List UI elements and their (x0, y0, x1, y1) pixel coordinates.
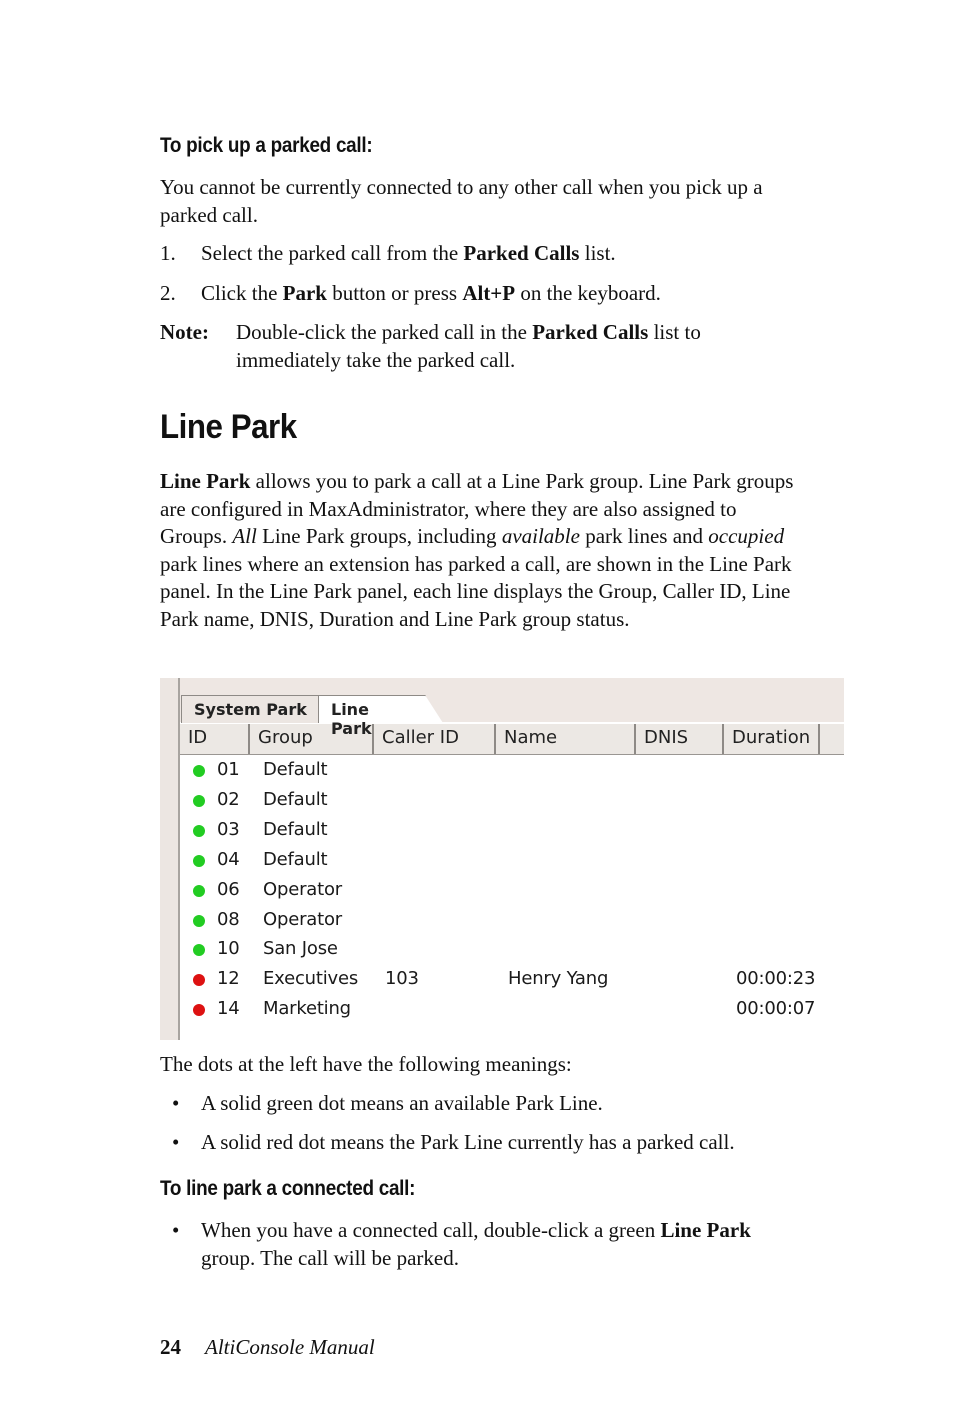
para-line2: are configured in MaxAdministrator, where they are also assigned to (160, 496, 737, 521)
tab-line-park[interactable]: Line Park (318, 695, 426, 723)
section-heading-connected: To line park a connected call: (160, 1177, 416, 1200)
red-status-dot-icon (193, 1004, 205, 1016)
bullet-glyph: • (172, 1218, 180, 1242)
para-italic-all: All (232, 524, 257, 548)
column-header-id[interactable]: ID (180, 724, 250, 754)
section-title-line-park: Line Park (160, 408, 297, 446)
step-number: 1. (160, 241, 176, 265)
cell-id: 12 (217, 968, 240, 990)
column-header-caller-id[interactable]: Caller ID (374, 724, 496, 754)
step-1-text: Select the parked call from the (201, 241, 464, 265)
panel-left-border (160, 678, 180, 1040)
green-status-dot-icon (193, 825, 205, 837)
note-label: Note: (160, 320, 209, 344)
cell-group: Default (263, 788, 328, 810)
connected-bullet-line2: group. The call will be parked. (201, 1245, 459, 1270)
para-line4: park lines where an extension has parked a call, are shown in the Line Park (160, 551, 792, 576)
para-bold-term: Line Park (160, 469, 251, 493)
page-number: 24 (160, 1335, 181, 1359)
cell-id: 02 (217, 788, 240, 810)
green-status-dot-icon (193, 855, 205, 867)
step-2-bold-shortcut: Alt+P (462, 281, 516, 305)
cell-id: 01 (217, 759, 240, 780)
step-2-text: Click the (201, 281, 283, 305)
step-2-text-end: on the keyboard. (515, 281, 661, 305)
step-2 (201, 280, 891, 308)
cell-caller-id: 103 (385, 968, 419, 990)
step-1-bold: Parked Calls (463, 241, 580, 265)
bullet-glyph: • (172, 1130, 180, 1154)
para-line3a: Groups. (160, 524, 233, 548)
step-number: 2. (160, 281, 176, 305)
list-row[interactable] (180, 907, 844, 937)
list-row[interactable] (180, 877, 844, 907)
line-park-panel-screenshot (160, 678, 844, 1040)
cell-duration: 00:00:07 (736, 998, 816, 1020)
para-italic-occupied: occupied (708, 524, 785, 548)
cell-group: San Jose (263, 938, 338, 960)
tab-line-park-slant (425, 695, 443, 723)
cell-id: 04 (217, 848, 240, 870)
column-header-duration[interactable]: Duration (724, 724, 820, 754)
list-row[interactable] (180, 817, 844, 847)
cell-group: Marketing (263, 998, 351, 1020)
cell-group: Default (263, 818, 328, 840)
cell-id: 08 (217, 908, 240, 930)
para-line3e: park lines and (579, 524, 709, 548)
para-italic-available: available (501, 524, 580, 548)
step-1 (201, 240, 891, 268)
green-status-dot-icon (193, 795, 205, 807)
note-text-end: list to (648, 320, 701, 344)
list-row[interactable] (180, 996, 844, 1026)
step-1-text-end: list. (579, 241, 616, 265)
pickup-intro-line2: parked call. (160, 202, 258, 227)
cell-group: Default (263, 848, 328, 870)
para-line6: Park name, DNIS, Duration and Line Park group status. (160, 606, 630, 631)
cell-id: 06 (217, 878, 240, 900)
para-line5: panel. In the Line Park panel, each line displays the Group, Caller ID, Line (160, 579, 791, 603)
red-status-dot-icon (193, 974, 205, 986)
column-header-row (180, 723, 844, 755)
para-line1: allows you to park a call at a Line Park group. Line Park groups (250, 469, 794, 493)
cell-name: Henry Yang (508, 968, 609, 990)
list-row[interactable] (180, 787, 844, 817)
cell-duration: 00:00:23 (736, 968, 816, 990)
bullet-red-dot: A solid red dot means the Park Line currently has a parked call. (201, 1130, 735, 1154)
cell-group: Operator (263, 878, 342, 900)
cell-id: 10 (217, 938, 240, 960)
cell-id: 03 (217, 818, 240, 840)
section-heading-pickup: To pick up a parked call: (160, 134, 373, 157)
bullet-glyph: • (172, 1091, 180, 1115)
tab-system-park[interactable]: System Park (181, 695, 319, 723)
step-2-text-mid: button or press (326, 281, 463, 305)
green-status-dot-icon (193, 765, 205, 777)
note-text (236, 319, 856, 374)
pickup-intro-line1: You cannot be currently connected to any other call when you pick up a (160, 175, 763, 199)
connected-bullet-bold: Line Park (660, 1218, 751, 1242)
para-line3c: Line Park groups, including (256, 524, 502, 548)
list-row[interactable] (180, 936, 844, 966)
column-header-dnis[interactable]: DNIS (636, 724, 724, 754)
list-row[interactable] (180, 966, 844, 996)
column-header-group[interactable]: Group (250, 724, 374, 754)
bullet-green-dot: A solid green dot means an available Park Line. (201, 1091, 603, 1115)
pickup-intro (160, 174, 850, 229)
green-status-dot-icon (193, 915, 205, 927)
cell-group: Executives (263, 968, 359, 990)
connected-bullet-text: When you have a connected call, double-click a green (201, 1218, 661, 1242)
cell-group: Default (263, 759, 328, 780)
note-bold: Parked Calls (532, 320, 649, 344)
green-status-dot-icon (193, 885, 205, 897)
green-status-dot-icon (193, 944, 205, 956)
cell-group: Operator (263, 908, 342, 930)
line-park-paragraph (160, 468, 860, 633)
step-2-bold: Park (282, 281, 327, 305)
column-header-name[interactable]: Name (496, 724, 636, 754)
footer-title: AltiConsole Manual (205, 1335, 375, 1359)
dots-intro: The dots at the left have the following meanings: (160, 1052, 572, 1076)
note-line2: immediately take the parked call. (236, 347, 516, 372)
note-text-start: Double-click the parked call in the (236, 320, 533, 344)
list-row[interactable] (180, 757, 844, 787)
list-row[interactable] (180, 847, 844, 877)
cell-id: 14 (217, 998, 240, 1020)
connected-bullet (201, 1217, 861, 1272)
